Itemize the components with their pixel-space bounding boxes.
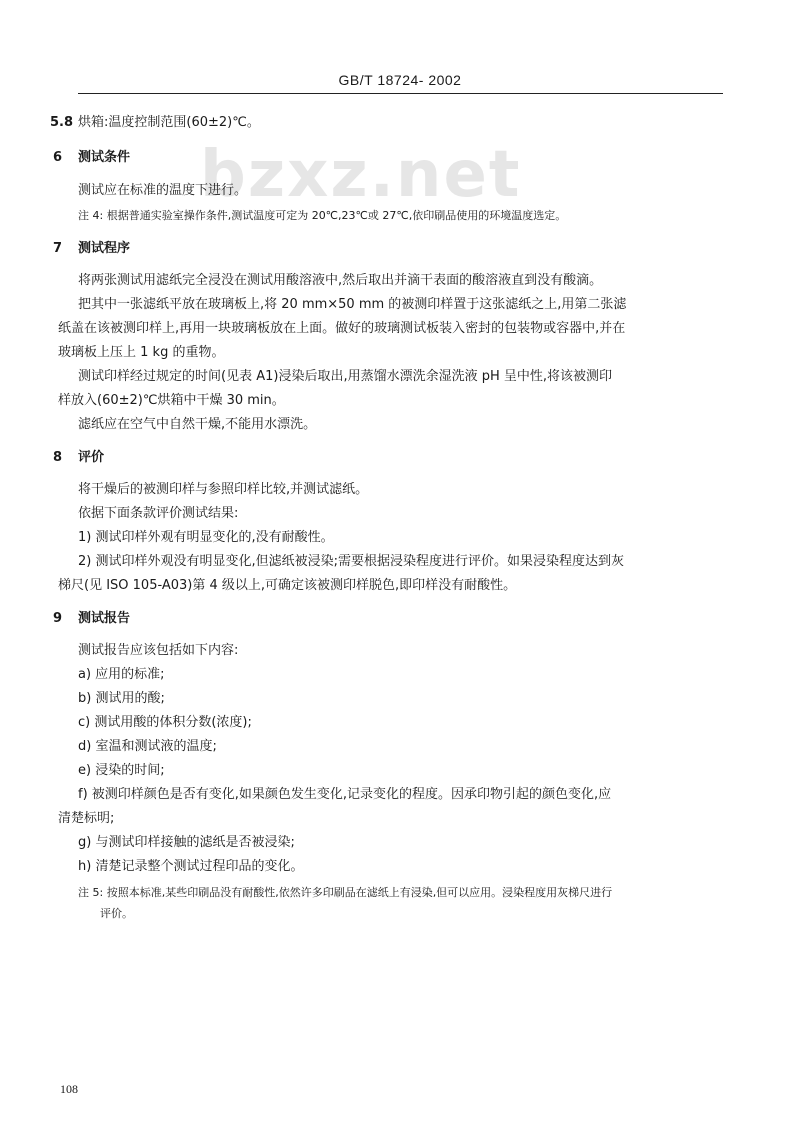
section-title: 测试程序 [78, 241, 131, 256]
section-number: 7 [53, 241, 63, 256]
section-title: 评价 [78, 450, 105, 465]
section-title: 测试报告 [78, 611, 131, 626]
section-number: 8 [53, 450, 63, 465]
paragraph: 测试应在标准的温度下进行。 [78, 183, 248, 198]
header-rule [78, 93, 723, 94]
watermark: bzxz.net [200, 138, 522, 212]
section-number: 6 [53, 150, 63, 165]
section-title: 测试条件 [78, 150, 131, 165]
standard-code: GB/T 18724- 2002 [338, 72, 462, 88]
document-page: bzxz.net GB/T 18724- 2002 5.8 烘箱:温度控制范围(60±2)℃。 6 测试条件 测试应在标准的温度下进行。 注 4: 根据普通实验室操作条件,测试温度可定为 20℃,23℃或 27℃,依印刷品使用的环境温度选定。 7 测试程序 将两张测试用滤纸完全浸没在测试用酸溶液中,然后取出并滴干表面的酸溶液直到没有酸滴。 把其中一张滤纸平放在玻璃板上,将 20 mm×50 mm 的被测印样置于这张滤纸之上,用第二张滤 纸盖在该被测印样上,再用一块玻璃板放在上面。做好的玻璃测试板装入密封的包装物或容器中,并在 玻璃板上压上 1 kg 的重物。 测试印样经过规定的时间(见表 A1)浸染后取出,用蒸馏水漂洗余湿洗液 pH 呈中性,将该被测印 样放入(60±2)℃烘箱中干燥 30 min。 滤纸应在空气中自然干燥,不能用水漂洗。 8 评价 将干燥后的被测印样与参照印样比较,并测试滤纸。 依据下面条款评价测试结果: 1) 测试印样外观有明显变化的,没有耐酸性。 2) 测试印样外观没有明显变化,但滤纸被浸染;需要根据浸染程度进行评价。如果浸染程度达到灰 梯尺(见 ISO 105-A03)第 4 级以上,可确定该被测印样脱色,即印样没有耐酸性。 9 测试报告 测试报告应该包括如下内容: a) 应用的标准; b) 测试用的酸; c) 测试用酸的体积分数(浓度); d) 室温和测试液的温度; e) 浸染的时间; f) 被测印样颜色是否有变化,如果颜色发生变化,记录变化的程度。因承印物引起的颜色变化,应 清楚标明; g) 与测试印样接触的滤纸是否被浸染; h) 清楚记录整个测试过程印品的变化。 注 5: 按照本标准,某些印刷品没有耐酸性,依然许多印刷品在滤纸上有浸染,但可以应用。浸染程度用灰梯尺进行 评价。 108 [0, 0, 800, 1135]
page-number: 108 [60, 1082, 78, 1096]
note: 注 4: 根据普通实验室操作条件,测试温度可定为 20℃,23℃或 27℃,依印刷品使用的环境温度选定。 [78, 209, 567, 222]
section-number: 9 [53, 611, 63, 626]
clause-number: 5.8 [50, 115, 74, 130]
clause-text: 烘箱:温度控制范围(60±2)℃。 [78, 115, 260, 130]
